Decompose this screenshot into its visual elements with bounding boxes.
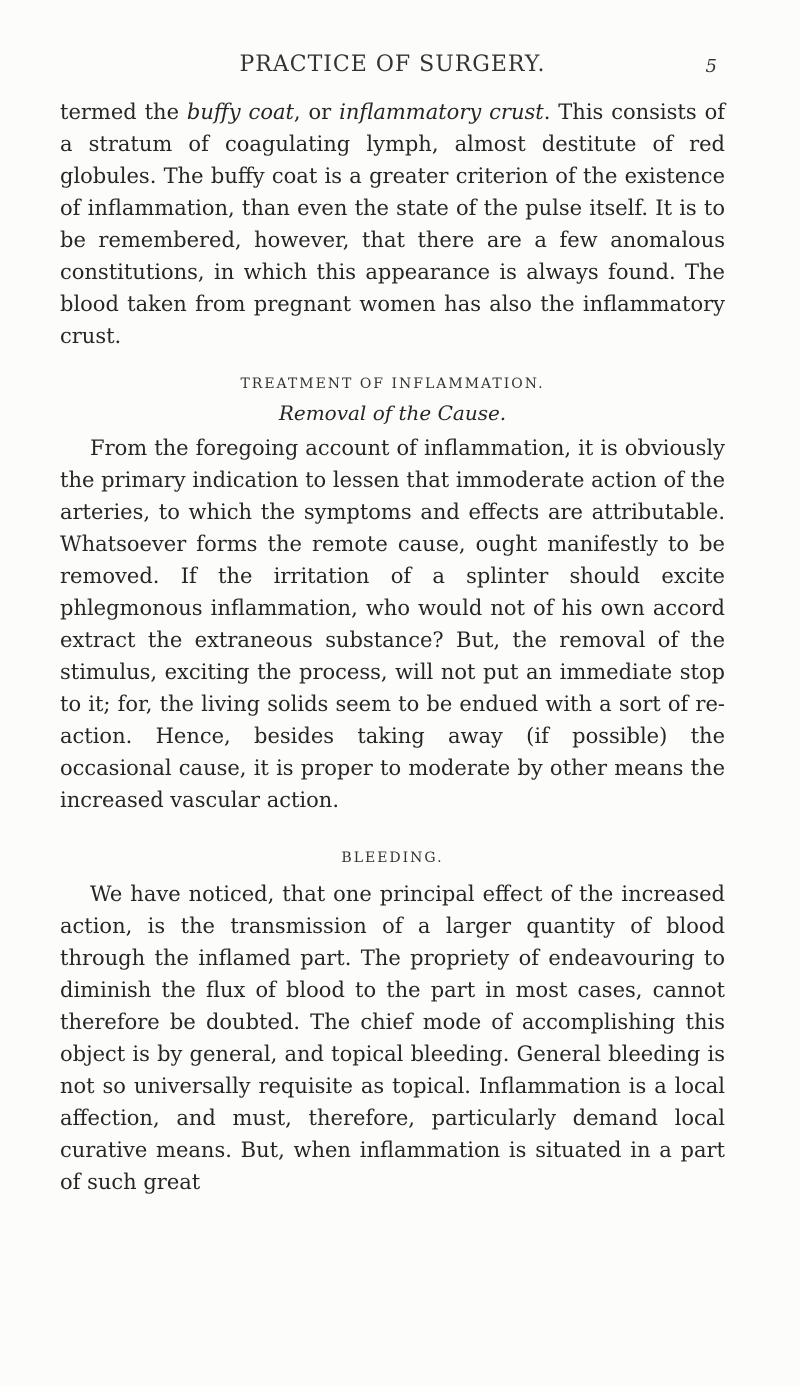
running-head	[60, 52, 725, 86]
running-title: PRACTICE OF SURGERY.	[239, 52, 546, 77]
paragraph-text-joiner: , or	[293, 100, 340, 124]
page-number: 5	[705, 56, 717, 77]
subheading-removal-of-cause: Removal of the Cause.	[278, 401, 507, 425]
paragraph-removal-of-cause: From the foregoing account of inflammation, it is obviously the primary indication to lessen that immoderate action of the arteries, to which the symptoms and effects are attributable. Whatsoever forms the remote cause, ought manifestly to be removed. If the irritation of a splinter should excite phlegmonous inflammation, who would not of his own accord extract the extraneous substance? But, the removal of the stimulus, exciting the process, will not put an immediate stop to it; for, the living solids seem to be endued with a sort of re-action. Hence, besides taking away (if possible) the occasional cause, it is proper to moderate by other means the increased vascular action.	[60, 436, 725, 812]
paragraph-text-rest: . This consists of a stratum of coagulating lymph, almost destitute of red globules. The buffy coat is a greater criterion of the existence of inflammation, than even the state of the pulse itself. It is to be remembered, however, that there are a few anomalous constitutions, in which this appearance is always found. The blood taken from pregnant women has also the inflammatory crust.	[60, 100, 725, 348]
paragraph-text-start: termed the	[60, 100, 187, 124]
term-inflammatory-crust: inflammatory crust	[339, 100, 544, 124]
paragraph-buffy-coat	[60, 96, 725, 352]
body-text	[60, 96, 725, 1198]
paragraph-bleeding: We have noticed, that one principal effect of the increased action, is the transmission of a larger quantity of blood through the inflamed part. The propriety of endeavouring to diminish the flux of blood to the part in most cases, cannot therefore be doubted. The chief mode of accomplishing this object is by general, and topical bleeding. General bleeding is not so universally requisite as topical. Inflammation is a local affection, and must, therefore, particularly demand local curative means. But, when inflammation is situated in a part of such great	[60, 882, 725, 1194]
term-buffy-coat: buffy coat	[186, 100, 294, 124]
section-heading-treatment: TREATMENT OF INFLAMMATION.	[240, 376, 545, 392]
section-heading-bleeding: BLEEDING.	[341, 850, 444, 866]
